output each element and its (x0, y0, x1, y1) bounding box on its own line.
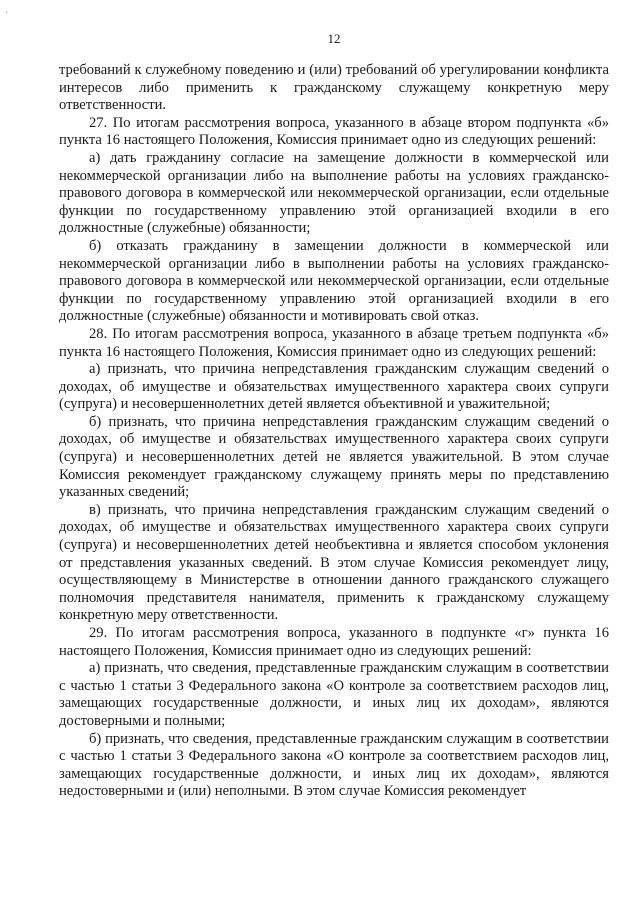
paragraph-28-a: а) признать, что причина непредставления гражданским служащим сведений о доходах, об имуществе и обязательствах имущественного характера своих супруги (супруга) и несовершеннолетних детей является объективной и уважительной; (59, 361, 609, 413)
paragraph-27: 27. По итогам рассмотрения вопроса, указанного в абзаце втором подпункта «б» пункта 16 настоящего Положения, Комиссия принимает одно из следующих решений: (59, 114, 609, 149)
margin-mark: ' (6, 10, 8, 20)
paragraph-28-v: в) признать, что причина непредставления гражданским служащим сведений о доходах, об имуществе и обязательствах имущественного характера своих супруги (супруга) и несовершеннолетних детей необъективна и является способом уклонения от представления указанных сведений. В этом случае Комиссия рекомендует лицу, осуществляющему в Министерстве в отношении данного гражданского служащего полномочия представителя нанимателя, применить к гражданскому служащему конкретную меру ответственности. (59, 501, 609, 624)
paragraph-28-b: б) признать, что причина непредставления гражданским служащим сведений о доходах, об имуществе и обязательствах имущественного характера своих супруги (супруга) и несовершеннолетних детей не является уважительной. В этом случае Комиссия рекомендует гражданскому служащему принять меры по представлению указанных сведений; (59, 413, 609, 501)
paragraph-27-a: а) дать гражданину согласие на замещение должности в коммерческой или некоммерческой организации либо на выполнение работы на условиях гражданско-правового договора в коммерческой или некоммерческой организации, если отдельные функции по государственному управлению этой организацией входили в его должностные (служебные) обязанности; (59, 149, 609, 237)
paragraph-27-b: б) отказать гражданину в замещении должности в коммерческой или некоммерческой организации либо в выполнении работы на условиях гражданско-правового договора в коммерческой или некоммерческой организации, если отдельные функции по государственному управлению этой организацией входили в его должностные (служебные) обязанности и мотивировать свой отказ. (59, 237, 609, 325)
paragraph-29-b: б) признать, что сведения, представленные гражданским служащим в соответствии с частью 1 статьи 3 Федерального закона «О контроле за соответствием расходов лиц, замещающих государственные должности, и иных лиц их доходам», являются недостоверными и (или) неполными. В этом случае Комиссия рекомендует (59, 730, 609, 800)
paragraph-29: 29. По итогам рассмотрения вопроса, указанного в подпункте «г» пункта 16 настоящего Положения, Комиссия принимает одно из следующих решений: (59, 625, 609, 659)
page-number: 12 (327, 31, 341, 46)
paragraph-29-a: а) признать, что сведения, представленные гражданским служащим в соответствии с частью 1 статьи 3 Федерального закона «О контроле за соответствием расходов лиц, замещающих государственные должности, и иных лиц их доходам», являются достоверными и полными; (59, 660, 609, 729)
document-body (59, 62, 609, 801)
paragraph-continuation: требований к служебному поведению и (или) требований об урегулировании конфликта интересов либо применить к гражданскому служащему конкретную меру ответственности. (59, 62, 609, 114)
paragraph-28: 28. По итогам рассмотрения вопроса, указанного в абзаце третьем подпункта «б» пункта 16 настоящего Положения, Комиссия принимает одно из следующих решений: (59, 325, 609, 360)
